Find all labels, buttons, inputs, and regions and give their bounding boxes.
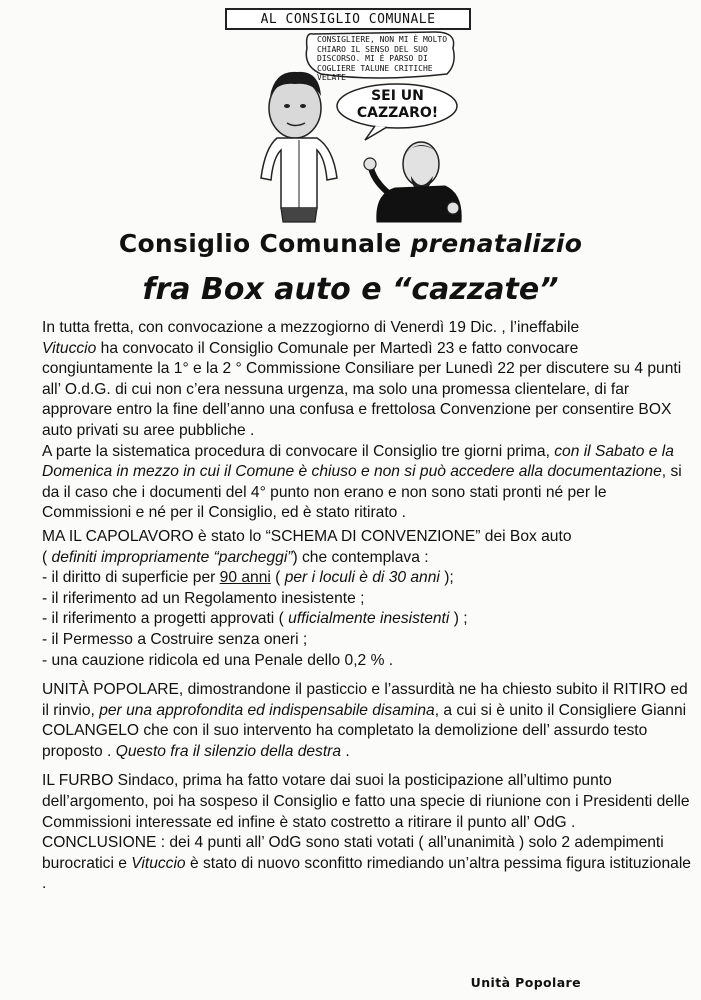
p4-text-a: UNITÀ POPOLARE, dimostrandone il pasticcio e l’assurdità ne ha chiesto subito il RITIRO ed il rinvio,	[42, 681, 688, 719]
speech-bubble-text: CONSIGLIERE, NON MI È MOLTO CHIARO IL SENSO DEL SUO DISCORSO. MI È PARSO DI COGLIERE TALUNE CRITICHE VELATE	[317, 35, 448, 83]
paragraph-6	[42, 833, 692, 895]
subheadline: fra Box auto e “cazzate”	[142, 272, 559, 307]
paragraph-4	[42, 680, 692, 762]
p4-text-c: , a cui si è unito il Consigliere Gianni COLANGELO che con il suo intervento ha completato la demolizione dell’ assurdo testo proposto .	[42, 701, 687, 760]
item3-text-b: ) ;	[449, 610, 468, 628]
p6-text-c: è stato di nuovo sconfitto rimediando un’altra pessima figura istituzionale .	[42, 854, 691, 893]
paragraph-3	[42, 527, 692, 568]
item1-text-b: (	[270, 569, 285, 587]
paragraph-2	[42, 442, 692, 524]
article-body	[42, 318, 692, 895]
p4-italic-d: Questo fra il silenzio della destra	[115, 742, 342, 760]
item3-text-a: - il riferimento a progetti approvati (	[42, 610, 289, 628]
list-item: - una cauzione ridicola ed una Penale dello 0,2 % .	[42, 651, 394, 669]
p6-italic-name: Vituccio	[131, 854, 186, 872]
p1-text-a: In tutta fretta, con convocazione a mezzogiorno di Venerdì 19 Dic. , l’ineffabile	[42, 319, 580, 336]
list-item: - il Permesso a Costruire senza oneri ;	[42, 630, 308, 648]
p4-text-e: .	[341, 742, 350, 760]
p2-text-a: A parte la sistematica procedura di convocare il Consiglio tre giorni prima,	[42, 442, 555, 460]
p2-text-c: , si da il caso che i documenti del 4° punto non erano e non sono stati pronti né per le Commissioni e né per il Consiglio, ed è stato ritirato .	[42, 463, 682, 522]
headline-italic: prenatalizio	[410, 229, 583, 258]
signature: Unità Popolare	[470, 975, 581, 990]
p3-text-b: ) che contemplava :	[292, 548, 429, 566]
cartoon-illustration	[225, 8, 475, 228]
shout-bubble-text: SEI UN CAZZARO!	[356, 88, 439, 121]
headline-plain: Consiglio Comunale	[118, 229, 411, 258]
p1-italic-name: Vituccio	[42, 339, 97, 357]
paragraph-1	[42, 318, 692, 442]
item1-text-a: - il diritto di superficie per	[42, 569, 220, 587]
item1-text-c: );	[439, 569, 454, 587]
item1-underlined: 90 anni	[219, 569, 271, 587]
p4-italic-b: per una approfondita ed indispensabile disamina	[99, 701, 435, 719]
p6-text-a: CONCLUSIONE : dei 4 punti all’ OdG sono stati votati ( all’unanimità ) solo 2 adempimenti burocratici e	[42, 834, 664, 872]
headline	[0, 229, 701, 258]
p2-italic: con il Sabato e la Domenica in mezzo in cui il Comune è chiuso e non si può accedere alla documentazione	[42, 442, 674, 481]
p3-paren-open: (	[42, 548, 52, 566]
list-item	[42, 609, 692, 630]
item3-italic: ufficialmente inesistenti	[288, 610, 450, 628]
p1-text-b: ha convocato il Consiglio Comunale per Martedì 23 e fatto convocare congiuntamente la 1° e la 2 ° Commissione Consiliare per Lunedì 22 per discutere su 4 punti all’ O.d.G. di cui non c’era nessuna urgenza, ma solo una promessa clientelare, di far approvare entro la fine dell’anno una confusa e frettolosa Convenzione per consentire BOX auto privati su aree pubbliche .	[42, 339, 682, 439]
list-item	[42, 568, 692, 589]
p3-text-a: MA IL CAPOLAVORO è stato lo “SCHEMA DI CONVENZIONE” dei Box auto	[42, 527, 572, 545]
list-item: - il riferimento ad un Regolamento inesistente ;	[42, 589, 365, 607]
item1-italic: per i loculi è di 30 anni	[284, 569, 440, 587]
cartoon-caption: AL CONSIGLIO COMUNALE	[225, 8, 471, 30]
p3-italic: definiti impropriamente “parcheggi”	[51, 548, 293, 566]
paragraph-5: IL FURBO Sindaco, prima ha fatto votare dai suoi la posticipazione all’ultimo punto dell’argomento, poi ha sospeso il Consiglio e fatto una specie di riunione con i Presidenti delle Commissioni interessate ed infine è stato costretto a ritirare il punto all’ OdG .	[42, 772, 690, 831]
